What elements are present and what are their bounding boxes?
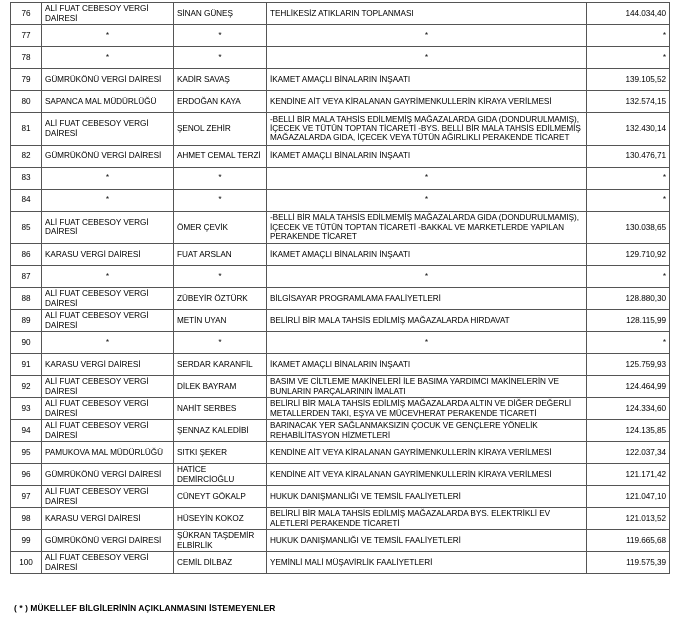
table-row [11, 3, 670, 25]
table-row [11, 211, 670, 244]
tax-office-cell: PAMUKOVA MAL MÜDÜRLÜĞÜ [42, 442, 174, 464]
table-row [11, 91, 670, 113]
table-row [11, 167, 670, 189]
tax-amount-cell: 124.135,85 [587, 420, 670, 442]
taxpayer-name-cell: * [174, 47, 267, 69]
activity-cell: * [267, 266, 587, 288]
taxpayer-name-cell: SERDAR KARANFİL [174, 354, 267, 376]
activity-cell: İKAMET AMAÇLI BİNALARIN İNŞAATI [267, 69, 587, 91]
activity-cell: BASIM VE CİLTLEME MAKİNELERİ İLE BASIMA YARDIMCI MAKİNELERİN VE BUNLARIN PARÇALARININ İMALATI [267, 376, 587, 398]
row-number: 83 [11, 167, 42, 189]
activity-cell: * [267, 189, 587, 211]
row-number: 87 [11, 266, 42, 288]
row-number: 76 [11, 3, 42, 25]
table-row [11, 530, 670, 552]
tax-amount-cell: * [587, 47, 670, 69]
row-number: 89 [11, 310, 42, 332]
tax-amount-cell: 119.575,39 [587, 552, 670, 574]
tax-office-cell: KARASU VERGİ DAİRESİ [42, 508, 174, 530]
tax-amount-cell: * [587, 332, 670, 354]
tax-office-cell: KARASU VERGİ DAİRESİ [42, 354, 174, 376]
taxpayer-table [10, 2, 670, 574]
taxpayer-name-cell: METİN UYAN [174, 310, 267, 332]
row-number: 96 [11, 464, 42, 486]
tax-office-cell: * [42, 25, 174, 47]
tax-office-cell: ALİ FUAT CEBESOY VERGİ DAİRESİ [42, 376, 174, 398]
taxpayer-table-body [11, 3, 670, 574]
tax-amount-cell: 130.038,65 [587, 211, 670, 244]
table-row [11, 442, 670, 464]
tax-office-cell: * [42, 189, 174, 211]
taxpayer-name-cell: ŞENNAZ KALEDİBİ [174, 420, 267, 442]
activity-cell: -BELLİ BİR MALA TAHSİS EDİLMEMİŞ MAĞAZALARDA GIDA (DONDURULMAMIŞ), İÇECEK VE TÜTÜN TOPTAN TİCARETİ -BYS. BELLİ BİR MALA TAHSİS EDİLMEMİŞ MAĞAZALARDA GIDA, İÇECEK VEYA TÜTÜN AĞIRLIKLI PERAKENDE TİCARET [267, 113, 587, 146]
tax-office-cell: ALİ FUAT CEBESOY VERGİ DAİRESİ [42, 288, 174, 310]
tax-amount-cell: 128.115,99 [587, 310, 670, 332]
activity-cell: * [267, 332, 587, 354]
activity-cell: BARINACAK YER SAĞLANMAKSIZIN ÇOCUK VE GENÇLERE YÖNELİK REHABİLİTASYON HİZMETLERİ [267, 420, 587, 442]
tax-office-cell: KARASU VERGİ DAİRESİ [42, 244, 174, 266]
activity-cell: YEMİNLİ MALİ MÜŞAVİRLİK FAALİYETLERİ [267, 552, 587, 574]
taxpayer-name-cell: ZÜBEYİR ÖZTÜRK [174, 288, 267, 310]
table-row [11, 508, 670, 530]
activity-cell: KENDİNE AİT VEYA KİRALANAN GAYRİMENKULLERİN KİRAYA VERİLMESİ [267, 91, 587, 113]
taxpayer-name-cell: ÖMER ÇEVİK [174, 211, 267, 244]
tax-amount-cell: 130.476,71 [587, 145, 670, 167]
tax-amount-cell: 144.034,40 [587, 3, 670, 25]
tax-office-cell: ALİ FUAT CEBESOY VERGİ DAİRESİ [42, 211, 174, 244]
row-number: 88 [11, 288, 42, 310]
row-number: 86 [11, 244, 42, 266]
taxpayer-name-cell: KADİR SAVAŞ [174, 69, 267, 91]
activity-cell: * [267, 47, 587, 69]
tax-amount-cell: * [587, 189, 670, 211]
row-number: 82 [11, 145, 42, 167]
table-row [11, 398, 670, 420]
taxpayer-name-cell: FUAT ARSLAN [174, 244, 267, 266]
table-row [11, 486, 670, 508]
tax-amount-cell: 124.334,60 [587, 398, 670, 420]
tax-amount-cell: 139.105,52 [587, 69, 670, 91]
row-number: 79 [11, 69, 42, 91]
row-number: 95 [11, 442, 42, 464]
row-number: 84 [11, 189, 42, 211]
tax-office-cell: ALİ FUAT CEBESOY VERGİ DAİRESİ [42, 552, 174, 574]
table-row [11, 464, 670, 486]
tax-amount-cell: 119.665,68 [587, 530, 670, 552]
taxpayer-name-cell: * [174, 25, 267, 47]
tax-office-cell: ALİ FUAT CEBESOY VERGİ DAİRESİ [42, 420, 174, 442]
tax-office-cell: GÜMRÜKÖNÜ VERGİ DAİRESİ [42, 530, 174, 552]
tax-office-cell: GÜMRÜKÖNÜ VERGİ DAİRESİ [42, 145, 174, 167]
row-number: 92 [11, 376, 42, 398]
taxpayer-name-cell: * [174, 189, 267, 211]
row-number: 78 [11, 47, 42, 69]
row-number: 85 [11, 211, 42, 244]
tax-office-cell: ALİ FUAT CEBESOY VERGİ DAİRESİ [42, 398, 174, 420]
activity-cell: BELİRLİ BİR MALA TAHSİS EDİLMİŞ MAĞAZALARDA BYS. ELEKTRİKLİ EV ALETLERİ PERAKENDE TİCARETİ [267, 508, 587, 530]
table-row [11, 310, 670, 332]
taxpayer-name-cell: HATİCE DEMİRCİOĞLU [174, 464, 267, 486]
table-row [11, 25, 670, 47]
tax-amount-cell: * [587, 167, 670, 189]
table-row [11, 47, 670, 69]
tax-amount-cell: * [587, 266, 670, 288]
activity-cell: BİLGİSAYAR PROGRAMLAMA FAALİYETLERİ [267, 288, 587, 310]
taxpayer-name-cell: CEMİL DİLBAZ [174, 552, 267, 574]
table-row [11, 69, 670, 91]
table-row [11, 288, 670, 310]
row-number: 90 [11, 332, 42, 354]
row-number: 98 [11, 508, 42, 530]
taxpayer-name-cell: CÜNEYT GÖKALP [174, 486, 267, 508]
footnote: ( * ) MÜKELLEF BİLGİLERİNİN AÇIKLANMASINI İSTEMEYENLER [14, 603, 276, 613]
activity-cell: BELİRLİ BİR MALA TAHSİS EDİLMİŞ MAĞAZALARDA HIRDAVAT [267, 310, 587, 332]
tax-amount-cell: 121.171,42 [587, 464, 670, 486]
tax-office-cell: ALİ FUAT CEBESOY VERGİ DAİRESİ [42, 486, 174, 508]
table-row [11, 266, 670, 288]
table-row [11, 244, 670, 266]
table-row [11, 376, 670, 398]
taxpayer-name-cell: * [174, 266, 267, 288]
taxpayer-name-cell: HÜSEYİN KOKOZ [174, 508, 267, 530]
row-number: 94 [11, 420, 42, 442]
activity-cell: TEHLİKESİZ ATIKLARIN TOPLANMASI [267, 3, 587, 25]
tax-amount-cell: 128.880,30 [587, 288, 670, 310]
row-number: 77 [11, 25, 42, 47]
activity-cell: * [267, 167, 587, 189]
table-row [11, 354, 670, 376]
tax-amount-cell: 121.047,10 [587, 486, 670, 508]
row-number: 100 [11, 552, 42, 574]
activity-cell: * [267, 25, 587, 47]
tax-amount-cell: 121.013,52 [587, 508, 670, 530]
row-number: 81 [11, 113, 42, 146]
row-number: 99 [11, 530, 42, 552]
taxpayer-name-cell: * [174, 167, 267, 189]
tax-office-cell: * [42, 47, 174, 69]
taxpayer-name-cell: SITKI ŞEKER [174, 442, 267, 464]
activity-cell: KENDİNE AİT VEYA KİRALANAN GAYRİMENKULLERİN KİRAYA VERİLMESİ [267, 464, 587, 486]
table-row [11, 145, 670, 167]
tax-office-cell: GÜMRÜKÖNÜ VERGİ DAİRESİ [42, 464, 174, 486]
taxpayer-name-cell: ŞENOL ZEHİR [174, 113, 267, 146]
taxpayer-name-cell: DİLEK BAYRAM [174, 376, 267, 398]
taxpayer-name-cell: SİNAN GÜNEŞ [174, 3, 267, 25]
tax-amount-cell: 129.710,92 [587, 244, 670, 266]
tax-office-cell: ALİ FUAT CEBESOY VERGİ DAİRESİ [42, 310, 174, 332]
table-row [11, 332, 670, 354]
tax-amount-cell: * [587, 25, 670, 47]
tax-office-cell: * [42, 167, 174, 189]
row-number: 93 [11, 398, 42, 420]
taxpayer-name-cell: NAHİT SERBES [174, 398, 267, 420]
tax-amount-cell: 132.430,14 [587, 113, 670, 146]
table-row [11, 420, 670, 442]
activity-cell: İKAMET AMAÇLI BİNALARIN İNŞAATI [267, 354, 587, 376]
taxpayer-name-cell: * [174, 332, 267, 354]
row-number: 97 [11, 486, 42, 508]
tax-office-cell: ALİ FUAT CEBESOY VERGİ DAİRESİ [42, 113, 174, 146]
taxpayer-name-cell: ERDOĞAN KAYA [174, 91, 267, 113]
activity-cell: İKAMET AMAÇLI BİNALARIN İNŞAATI [267, 244, 587, 266]
activity-cell: KENDİNE AİT VEYA KİRALANAN GAYRİMENKULLERİN KİRAYA VERİLMESİ [267, 442, 587, 464]
tax-office-cell: ALİ FUAT CEBESOY VERGİ DAİRESİ [42, 3, 174, 25]
taxpayer-name-cell: ŞÜKRAN TAŞDEMİR ELBİRLİK [174, 530, 267, 552]
tax-amount-cell: 125.759,93 [587, 354, 670, 376]
activity-cell: -BELLİ BİR MALA TAHSİS EDİLMEMİŞ MAĞAZALARDA GIDA (DONDURULMAMIŞ), İÇECEK VE TÜTÜN TOPTAN TİCARETİ -BAKKAL VE MARKETLERDE YAPILAN PERAKENDE TİCARET [267, 211, 587, 244]
activity-cell: İKAMET AMAÇLI BİNALARIN İNŞAATI [267, 145, 587, 167]
tax-amount-cell: 124.464,99 [587, 376, 670, 398]
row-number: 91 [11, 354, 42, 376]
tax-office-cell: GÜMRÜKÖNÜ VERGİ DAİRESİ [42, 69, 174, 91]
row-number: 80 [11, 91, 42, 113]
tax-amount-cell: 132.574,15 [587, 91, 670, 113]
table-row [11, 113, 670, 146]
taxpayer-name-cell: AHMET CEMAL TERZİ [174, 145, 267, 167]
activity-cell: HUKUK DANIŞMANLIĞI VE TEMSİL FAALİYETLERİ [267, 486, 587, 508]
tax-office-cell: * [42, 266, 174, 288]
activity-cell: HUKUK DANIŞMANLIĞI VE TEMSİL FAALİYETLERİ [267, 530, 587, 552]
tax-office-cell: SAPANCA MAL MÜDÜRLÜĞÜ [42, 91, 174, 113]
tax-amount-cell: 122.037,34 [587, 442, 670, 464]
tax-office-cell: * [42, 332, 174, 354]
table-row [11, 189, 670, 211]
activity-cell: BELİRLİ BİR MALA TAHSİS EDİLMİŞ MAĞAZALARDA ALTIN VE DİĞER DEĞERLİ METALLERDEN TAKI, EŞYA VE MÜCEVHERAT PERAKENDE TİCARETİ [267, 398, 587, 420]
table-row [11, 552, 670, 574]
